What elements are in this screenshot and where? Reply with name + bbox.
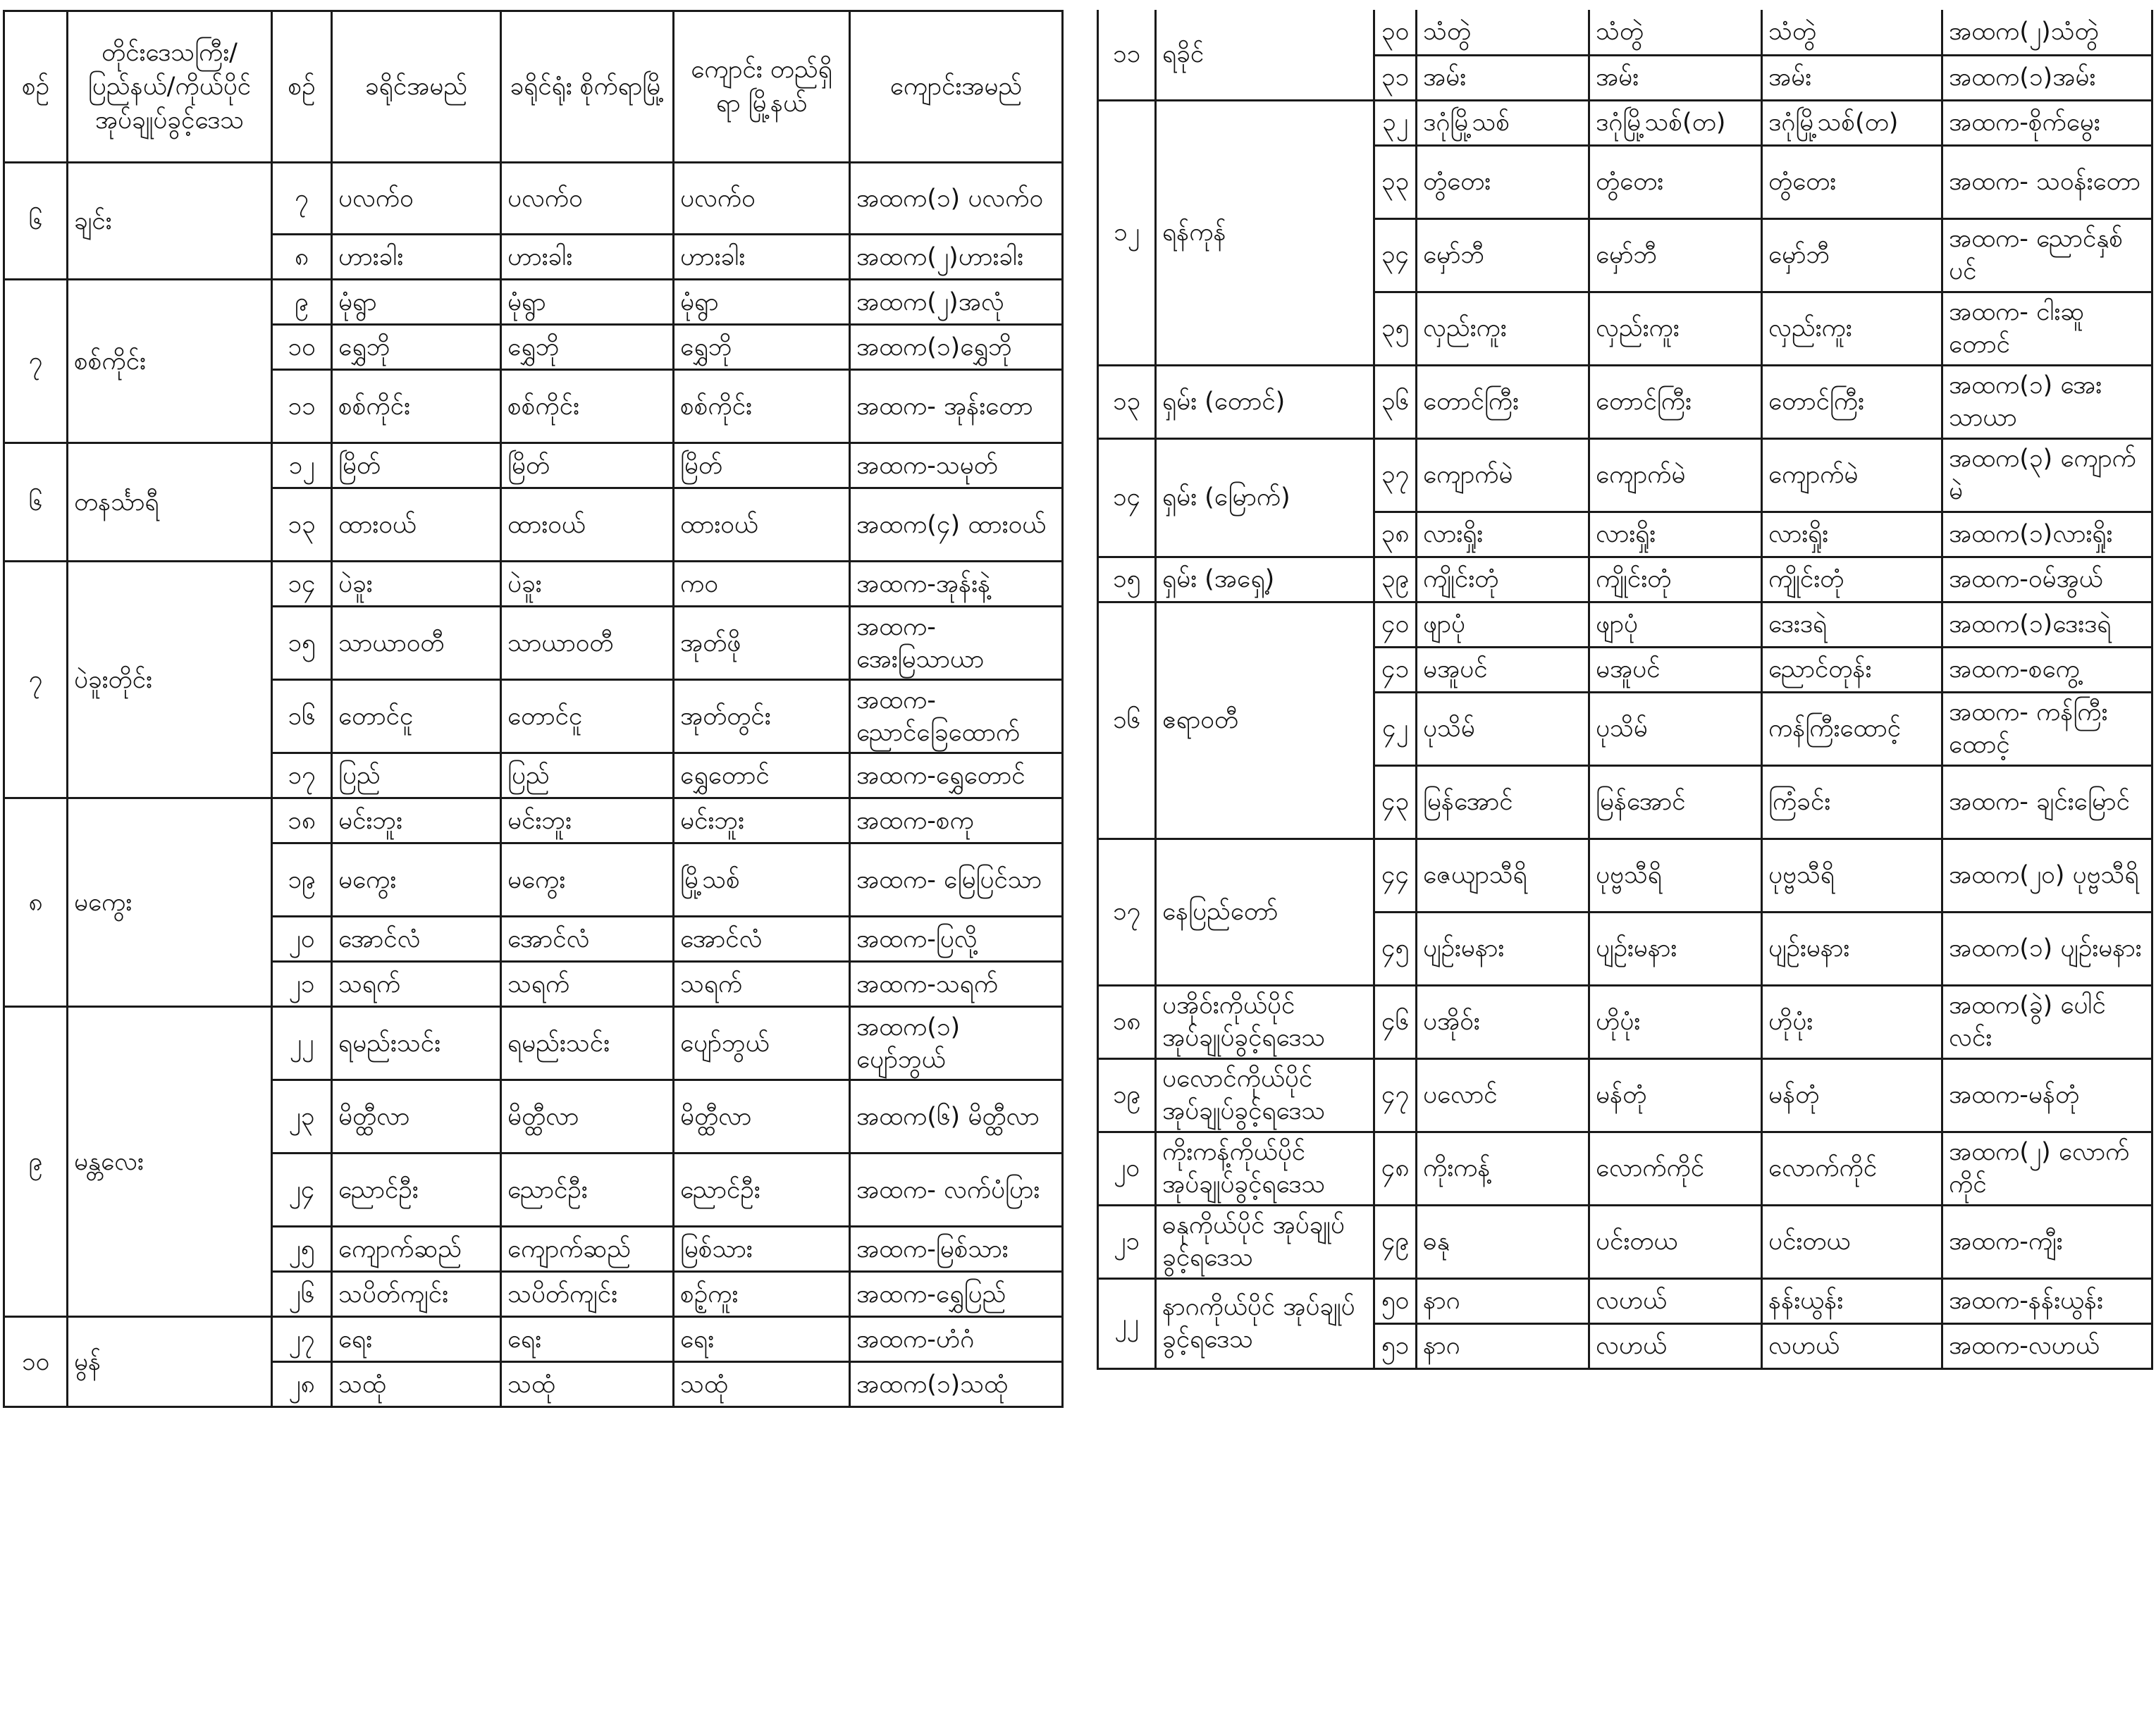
district-name: ပဲခူး xyxy=(332,562,501,607)
district-name: ဓနု xyxy=(1417,1205,1589,1278)
district-office: သပိတ်ကျင်း xyxy=(501,1272,674,1317)
school-township: ရွှေတောင် xyxy=(674,753,850,798)
school-name: အထက-အုန်းနဲ့ xyxy=(850,562,1063,607)
region-name: ရန်ကုန် xyxy=(1156,100,1374,365)
district-name: သာယာဝတီ xyxy=(332,607,501,680)
region-no: ၁၇ xyxy=(1098,839,1156,985)
school-township: တောင်ကြီး xyxy=(1762,365,1942,438)
region-no: ၁၂ xyxy=(1098,100,1156,365)
school-name: အထက-လဟယ် xyxy=(1942,1323,2152,1368)
district-name: မှော်ဘီ xyxy=(1417,218,1589,292)
table-row xyxy=(1098,10,2152,55)
district-no: ၉ xyxy=(272,280,332,325)
school-name: အထက- ကန်ကြီးထောင့် xyxy=(1942,692,2152,765)
table-row xyxy=(4,562,1063,607)
district-no: ၂၅ xyxy=(272,1227,332,1272)
region-name: ရှမ်း (မြောက်) xyxy=(1156,438,1374,557)
school-name: အထက(၂၀) ပုဗ္ဗသီရိ xyxy=(1942,839,2152,912)
region-no: ၁၁ xyxy=(1098,10,1156,100)
district-no: ၃၉ xyxy=(1374,557,1417,602)
region-no: ၆ xyxy=(4,163,68,280)
district-name: မုံရွာ xyxy=(332,280,501,325)
school-name: အထက(ခွဲ) ပေါင်လင်း xyxy=(1942,985,2152,1058)
school-name: အထက- သဝန်းတော xyxy=(1942,145,2152,218)
district-no: ၁၄ xyxy=(272,562,332,607)
school-township: စဥ့်ကူး xyxy=(674,1272,850,1317)
region-name: နေပြည်တော် xyxy=(1156,839,1374,985)
school-name: အထက(၁)ရွှေဘို xyxy=(850,325,1063,370)
district-name: အမ်း xyxy=(1417,55,1589,100)
school-name: အထက- ငါးဆူတောင် xyxy=(1942,292,2152,365)
school-name: အထက-မန်တုံ xyxy=(1942,1058,2152,1132)
region-no: ၁၈ xyxy=(1098,985,1156,1058)
district-office: မအူပင် xyxy=(1589,647,1762,692)
school-township: စစ်ကိုင်း xyxy=(674,370,850,443)
table-body-left xyxy=(4,163,1063,1407)
school-township: ကြံခင်း xyxy=(1762,765,1942,839)
table-body-right xyxy=(1098,10,2152,1368)
district-no: ၄၄ xyxy=(1374,839,1417,912)
district-no: ၁၁ xyxy=(272,370,332,443)
district-office: အောင်လံ xyxy=(501,917,674,962)
district-office: ညောင်ဦး xyxy=(501,1154,674,1227)
district-no: ၂၀ xyxy=(272,917,332,962)
school-township: ဒေးဒရဲ xyxy=(1762,602,1942,647)
school-name: အထက-ဟံဂံ xyxy=(850,1317,1063,1362)
district-name: မကွေး xyxy=(332,843,501,917)
district-office: ကျိုင်းတုံ xyxy=(1589,557,1762,602)
school-township: သရက် xyxy=(674,962,850,1007)
region-name: ရှမ်း (အရှေ့) xyxy=(1156,557,1374,602)
region-name: ဧရာဝတီ xyxy=(1156,602,1374,839)
region-name: ကိုးကန့်ကိုယ်ပိုင် အုပ်ချုပ်ခွင့်ရဒေသ xyxy=(1156,1132,1374,1205)
district-no: ၁၂ xyxy=(272,443,332,488)
district-office: သထုံ xyxy=(501,1362,674,1407)
right-table-panel xyxy=(1097,10,2151,1370)
region-no: ၁၉ xyxy=(1098,1058,1156,1132)
header-district-office: ခရိုင်ရုံး စိုက်ရာမြို့ xyxy=(501,11,674,163)
district-name: လှည်းကူး xyxy=(1417,292,1589,365)
table-row xyxy=(1098,985,2152,1058)
region-no: ၂၀ xyxy=(1098,1132,1156,1205)
district-name: ရွှေဘို xyxy=(332,325,501,370)
school-name: အထက-ရွှေတောင် xyxy=(850,753,1063,798)
district-name: တောင်ကြီး xyxy=(1417,365,1589,438)
school-township: လားရှိုး xyxy=(1762,512,1942,557)
table-row xyxy=(1098,365,2152,438)
school-township: ပလက်ဝ xyxy=(674,163,850,235)
district-office: မြန်အောင် xyxy=(1589,765,1762,839)
district-name: ဖျာပုံ xyxy=(1417,602,1589,647)
region-name: ပအိုဝ်းကိုယ်ပိုင် အုပ်ချုပ်ခွင့်ရဒေသ xyxy=(1156,985,1374,1058)
region-name: ရှမ်း (တောင်) xyxy=(1156,365,1374,438)
district-no: ၁၆ xyxy=(272,680,332,753)
district-no: ၂၁ xyxy=(272,962,332,1007)
district-name: ဒဂုံမြို့သစ် xyxy=(1417,100,1589,145)
school-township: သံတွဲ xyxy=(1762,10,1942,55)
district-no: ၃၈ xyxy=(1374,512,1417,557)
district-no: ၁၅ xyxy=(272,607,332,680)
district-office: ပျဉ်းမနား xyxy=(1589,912,1762,985)
school-name: အထက(၁) ပျဉ်းမနား xyxy=(1942,912,2152,985)
district-office: လဟယ် xyxy=(1589,1323,1762,1368)
district-office: ဟိုပုံး xyxy=(1589,985,1762,1058)
school-township: ဟိုပုံး xyxy=(1762,985,1942,1058)
district-no: ၄၅ xyxy=(1374,912,1417,985)
district-name: ကျောက်ဆည် xyxy=(332,1227,501,1272)
district-name: ရမည်းသင်း xyxy=(332,1007,501,1080)
school-name: အထက(၂)ဟားခါး xyxy=(850,235,1063,280)
school-name: အထက-ကျီး xyxy=(1942,1205,2152,1278)
district-office: ရေး xyxy=(501,1317,674,1362)
district-no: ၃၂ xyxy=(1374,100,1417,145)
district-no: ၃၆ xyxy=(1374,365,1417,438)
table-row xyxy=(1098,438,2152,512)
school-township: မှော်ဘီ xyxy=(1762,218,1942,292)
header-district-name: ခရိုင်အမည် xyxy=(332,11,501,163)
table-row xyxy=(4,280,1063,325)
school-name: အထက(၁) ပျော်ဘွယ် xyxy=(850,1007,1063,1080)
district-no: ၂၇ xyxy=(272,1317,332,1362)
region-no: ၁၃ xyxy=(1098,365,1156,438)
table-row xyxy=(1098,1132,2152,1205)
school-township: ကဝ xyxy=(674,562,850,607)
table-row xyxy=(1098,1205,2152,1278)
school-table-left xyxy=(3,10,1064,1408)
district-no: ၅၀ xyxy=(1374,1278,1417,1323)
district-no: ၁၃ xyxy=(272,488,332,562)
district-no: ၂၃ xyxy=(272,1080,332,1154)
school-township: အောင်လံ xyxy=(674,917,850,962)
table-row xyxy=(4,163,1063,235)
district-name: မိတ္ထီလာ xyxy=(332,1080,501,1154)
district-office: အမ်း xyxy=(1589,55,1762,100)
district-no: ၃၁ xyxy=(1374,55,1417,100)
school-township: အုတ်ဖို xyxy=(674,607,850,680)
school-name: အထက-စကု xyxy=(850,798,1063,843)
table-row xyxy=(1098,100,2152,145)
district-name: သံတွဲ xyxy=(1417,10,1589,55)
district-name: သထုံ xyxy=(332,1362,501,1407)
district-name: ပအိုဝ်း xyxy=(1417,985,1589,1058)
region-no: ၈ xyxy=(4,798,68,1007)
school-table-right xyxy=(1097,10,2153,1370)
school-township: ရွှေဘို xyxy=(674,325,850,370)
district-office: လောက်ကိုင် xyxy=(1589,1132,1762,1205)
district-name: ထားဝယ် xyxy=(332,488,501,562)
school-township: ထားဝယ် xyxy=(674,488,850,562)
school-name: အထက-မြစ်သား xyxy=(850,1227,1063,1272)
school-township: ဟားခါး xyxy=(674,235,850,280)
district-office: ပုဗ္ဗသီရိ xyxy=(1589,839,1762,912)
school-name: အထက- အေးမြသာယာ xyxy=(850,607,1063,680)
region-no: ၂၂ xyxy=(1098,1278,1156,1368)
school-township: ကန်ကြီးထောင့် xyxy=(1762,692,1942,765)
district-no: ၄၃ xyxy=(1374,765,1417,839)
region-name: ပဲခူးတိုင်း xyxy=(68,562,272,798)
district-no: ၄၁ xyxy=(1374,647,1417,692)
region-no: ၇ xyxy=(4,280,68,443)
region-no: ၉ xyxy=(4,1007,68,1317)
district-office: မင်းဘူး xyxy=(501,798,674,843)
district-name: မြန်အောင် xyxy=(1417,765,1589,839)
school-name: အထက-စိုက်မွေး xyxy=(1942,100,2152,145)
region-name: မကွေး xyxy=(68,798,272,1007)
district-office: ရွှေဘို xyxy=(501,325,674,370)
district-office: စစ်ကိုင်း xyxy=(501,370,674,443)
region-no: ၂၁ xyxy=(1098,1205,1156,1278)
school-name: အထက- လက်ပံပြား xyxy=(850,1154,1063,1227)
school-township: ညောင်ဦး xyxy=(674,1154,850,1227)
table-row xyxy=(4,1317,1063,1362)
district-no: ၃၇ xyxy=(1374,438,1417,512)
school-township: ဒဂုံမြို့သစ်(တ) xyxy=(1762,100,1942,145)
table-row xyxy=(1098,602,2152,647)
district-name: သပိတ်ကျင်း xyxy=(332,1272,501,1317)
district-office: ပုသိမ် xyxy=(1589,692,1762,765)
district-office: ပဲခူး xyxy=(501,562,674,607)
district-office: လှည်းကူး xyxy=(1589,292,1762,365)
school-township: ပျော်ဘွယ် xyxy=(674,1007,850,1080)
district-name: ရေး xyxy=(332,1317,501,1362)
school-name: အထက(၁) အေးသာယာ xyxy=(1942,365,2152,438)
school-name: အထက(၁)ဒေးဒရဲ xyxy=(1942,602,2152,647)
table-row xyxy=(1098,1278,2152,1323)
district-no: ၄၉ xyxy=(1374,1205,1417,1278)
district-office: ဟားခါး xyxy=(501,235,674,280)
district-no: ၂၂ xyxy=(272,1007,332,1080)
district-name: စစ်ကိုင်း xyxy=(332,370,501,443)
district-no: ၂၆ xyxy=(272,1272,332,1317)
header-school-name: ကျောင်းအမည် xyxy=(850,11,1063,163)
district-office: မြိတ် xyxy=(501,443,674,488)
district-office: ရမည်းသင်း xyxy=(501,1007,674,1080)
district-office: ပြည် xyxy=(501,753,674,798)
district-name: ပုသိမ် xyxy=(1417,692,1589,765)
district-name: ဟားခါး xyxy=(332,235,501,280)
school-name: အထက(၂) လောက်ကိုင် xyxy=(1942,1132,2152,1205)
region-no: ၁၄ xyxy=(1098,438,1156,557)
region-name: မွန် xyxy=(68,1317,272,1407)
region-name: တနင်္သာရီ xyxy=(68,443,272,562)
district-name: ကျောက်မဲ xyxy=(1417,438,1589,512)
district-office: တောင်ကြီး xyxy=(1589,365,1762,438)
district-name: အောင်လံ xyxy=(332,917,501,962)
district-office: မိတ္ထီလာ xyxy=(501,1080,674,1154)
district-no: ၄၂ xyxy=(1374,692,1417,765)
district-office: ပလက်ဝ xyxy=(501,163,674,235)
school-township: မင်းဘူး xyxy=(674,798,850,843)
school-township: နန်းယွန်း xyxy=(1762,1278,1942,1323)
school-name: အထက(၁)လားရှိုး xyxy=(1942,512,2152,557)
district-office: ဒဂုံမြို့သစ်(တ) xyxy=(1589,100,1762,145)
district-office: ကျောက်မဲ xyxy=(1589,438,1762,512)
district-office: လဟယ် xyxy=(1589,1278,1762,1323)
table-row xyxy=(1098,839,2152,912)
school-township: မိတ္ထီလာ xyxy=(674,1080,850,1154)
district-no: ၈ xyxy=(272,235,332,280)
school-name: အထက(၆) မိတ္ထီလာ xyxy=(850,1080,1063,1154)
table-row xyxy=(4,443,1063,488)
school-name: အထက(၃) ကျောက်မဲ xyxy=(1942,438,2152,512)
school-name: အထက- ချင်းမြောင် xyxy=(1942,765,2152,839)
school-township: မန်တုံ xyxy=(1762,1058,1942,1132)
district-name: လားရှိုး xyxy=(1417,512,1589,557)
school-name: အထက-စကွေ့ xyxy=(1942,647,2152,692)
school-name: အထက-သရက် xyxy=(850,962,1063,1007)
district-name: မြိတ် xyxy=(332,443,501,488)
district-office: ဖျာပုံ xyxy=(1589,602,1762,647)
school-name: အထက-နန်းယွန်း xyxy=(1942,1278,2152,1323)
district-no: ၇ xyxy=(272,163,332,235)
district-office: လားရှိုး xyxy=(1589,512,1762,557)
school-township: လဟယ် xyxy=(1762,1323,1942,1368)
school-name: အထက(၄) ထားဝယ် xyxy=(850,488,1063,562)
school-township: ရေး xyxy=(674,1317,850,1362)
district-no: ၁၀ xyxy=(272,325,332,370)
school-township: ပုဗ္ဗသီရိ xyxy=(1762,839,1942,912)
region-name: ဓနုကိုယ်ပိုင် အုပ်ချုပ်ခွင့်ရဒေသ xyxy=(1156,1205,1374,1278)
district-no: ၄၇ xyxy=(1374,1058,1417,1132)
school-name: အထက(၁)အမ်း xyxy=(1942,55,2152,100)
header-school-township: ကျောင်း တည်ရှိရာ မြို့နယ် xyxy=(674,11,850,163)
school-township: ကျောက်မဲ xyxy=(1762,438,1942,512)
district-office: မှော်ဘီ xyxy=(1589,218,1762,292)
district-name: နာဂ xyxy=(1417,1278,1589,1323)
district-office: တွံတေး xyxy=(1589,145,1762,218)
school-township: သထုံ xyxy=(674,1362,850,1407)
district-no: ၄၈ xyxy=(1374,1132,1417,1205)
school-name: အထက(၁) ပလက်ဝ xyxy=(850,163,1063,235)
district-name: တောင်ငူ xyxy=(332,680,501,753)
district-no: ၅၁ xyxy=(1374,1323,1417,1368)
district-name: သရက် xyxy=(332,962,501,1007)
school-township: ညောင်တုန်း xyxy=(1762,647,1942,692)
district-office: ထားဝယ် xyxy=(501,488,674,562)
region-no: ၁၆ xyxy=(1098,602,1156,839)
region-no: ၁၅ xyxy=(1098,557,1156,602)
district-name: နာဂ xyxy=(1417,1323,1589,1368)
district-no: ၃၄ xyxy=(1374,218,1417,292)
district-name: ပလောင် xyxy=(1417,1058,1589,1132)
region-name: နာဂကိုယ်ပိုင် အုပ်ချုပ်ခွင့်ရဒေသ xyxy=(1156,1278,1374,1368)
region-no: ၁၀ xyxy=(4,1317,68,1407)
school-township: ကျိုင်းတုံ xyxy=(1762,557,1942,602)
school-township: မြိတ် xyxy=(674,443,850,488)
district-name: မအူပင် xyxy=(1417,647,1589,692)
left-table-panel xyxy=(3,10,1061,1408)
district-no: ၃၀ xyxy=(1374,10,1417,55)
district-office: ပင်းတယ xyxy=(1589,1205,1762,1278)
school-township: လှည်းကူး xyxy=(1762,292,1942,365)
district-no: ၁၇ xyxy=(272,753,332,798)
district-name: ကျိုင်းတုံ xyxy=(1417,557,1589,602)
district-no: ၃၅ xyxy=(1374,292,1417,365)
district-name: ပျဉ်းမနား xyxy=(1417,912,1589,985)
school-name: အထက(၁)သထုံ xyxy=(850,1362,1063,1407)
district-no: ၄၆ xyxy=(1374,985,1417,1058)
table-row xyxy=(1098,557,2152,602)
district-name: ပလက်ဝ xyxy=(332,163,501,235)
district-name: ကိုးကန့် xyxy=(1417,1132,1589,1205)
school-township: တွံတေး xyxy=(1762,145,1942,218)
school-name: အထက-ဝမ်အွယ် xyxy=(1942,557,2152,602)
district-name: ပြည် xyxy=(332,753,501,798)
region-no: ၆ xyxy=(4,443,68,562)
school-township: ပင်းတယ xyxy=(1762,1205,1942,1278)
school-name: အထက- မြေပြင်သာ xyxy=(850,843,1063,917)
school-township: အုတ်တွင်း xyxy=(674,680,850,753)
school-name: အထက- အုန်းတော xyxy=(850,370,1063,443)
region-name: ချင်း xyxy=(68,163,272,280)
district-no: ၁၈ xyxy=(272,798,332,843)
school-name: အထက(၂)သံတွဲ xyxy=(1942,10,2152,55)
district-office: ကျောက်ဆည် xyxy=(501,1227,674,1272)
school-township: လောက်ကိုင် xyxy=(1762,1132,1942,1205)
district-office: သံတွဲ xyxy=(1589,10,1762,55)
school-township: မြစ်သား xyxy=(674,1227,850,1272)
table-row xyxy=(1098,1058,2152,1132)
district-no: ၃၃ xyxy=(1374,145,1417,218)
district-name: ညောင်ဦး xyxy=(332,1154,501,1227)
table-row xyxy=(4,1007,1063,1080)
header-no: စဉ် xyxy=(4,11,68,163)
district-no: ၁၉ xyxy=(272,843,332,917)
school-name: အထက- ညောင်နှစ်ပင် xyxy=(1942,218,2152,292)
school-name: အထက-သမုတ် xyxy=(850,443,1063,488)
district-name: ဇေယျာသီရိ xyxy=(1417,839,1589,912)
school-name: အထက-ပြလို့ xyxy=(850,917,1063,962)
school-township: မြို့သစ် xyxy=(674,843,850,917)
school-name: အထက-ရွှေပြည် xyxy=(850,1272,1063,1317)
district-no: ၂၄ xyxy=(272,1154,332,1227)
school-township: ပျဉ်းမနား xyxy=(1762,912,1942,985)
region-name: စစ်ကိုင်း xyxy=(68,280,272,443)
school-name: အထက- ညောင်ခြေထောက် xyxy=(850,680,1063,753)
district-no: ၂၈ xyxy=(272,1362,332,1407)
region-no: ၇ xyxy=(4,562,68,798)
district-name: တွံတေး xyxy=(1417,145,1589,218)
district-office: မန်တုံ xyxy=(1589,1058,1762,1132)
table-header-row xyxy=(4,11,1063,163)
table-row xyxy=(4,798,1063,843)
district-office: သာယာဝတီ xyxy=(501,607,674,680)
district-office: တောင်ငူ xyxy=(501,680,674,753)
region-name: ပလောင်ကိုယ်ပိုင် အုပ်ချုပ်ခွင့်ရဒေသ xyxy=(1156,1058,1374,1132)
school-township: အမ်း xyxy=(1762,55,1942,100)
district-no: ၄၀ xyxy=(1374,602,1417,647)
district-office: မကွေး xyxy=(501,843,674,917)
district-office: သရက် xyxy=(501,962,674,1007)
region-name: မန္တလေး xyxy=(68,1007,272,1317)
district-name: မင်းဘူး xyxy=(332,798,501,843)
header-region: တိုင်းဒေသကြီး/ ပြည်နယ်/ကိုယ်ပိုင် အုပ်ချုပ်ခွင့်ဒေသ xyxy=(68,11,272,163)
district-office: မုံရွာ xyxy=(501,280,674,325)
school-township: မုံရွာ xyxy=(674,280,850,325)
school-name: အထက(၂)အလုံ xyxy=(850,280,1063,325)
header-no-district: စဉ် xyxy=(272,11,332,163)
region-name: ရခိုင် xyxy=(1156,10,1374,100)
